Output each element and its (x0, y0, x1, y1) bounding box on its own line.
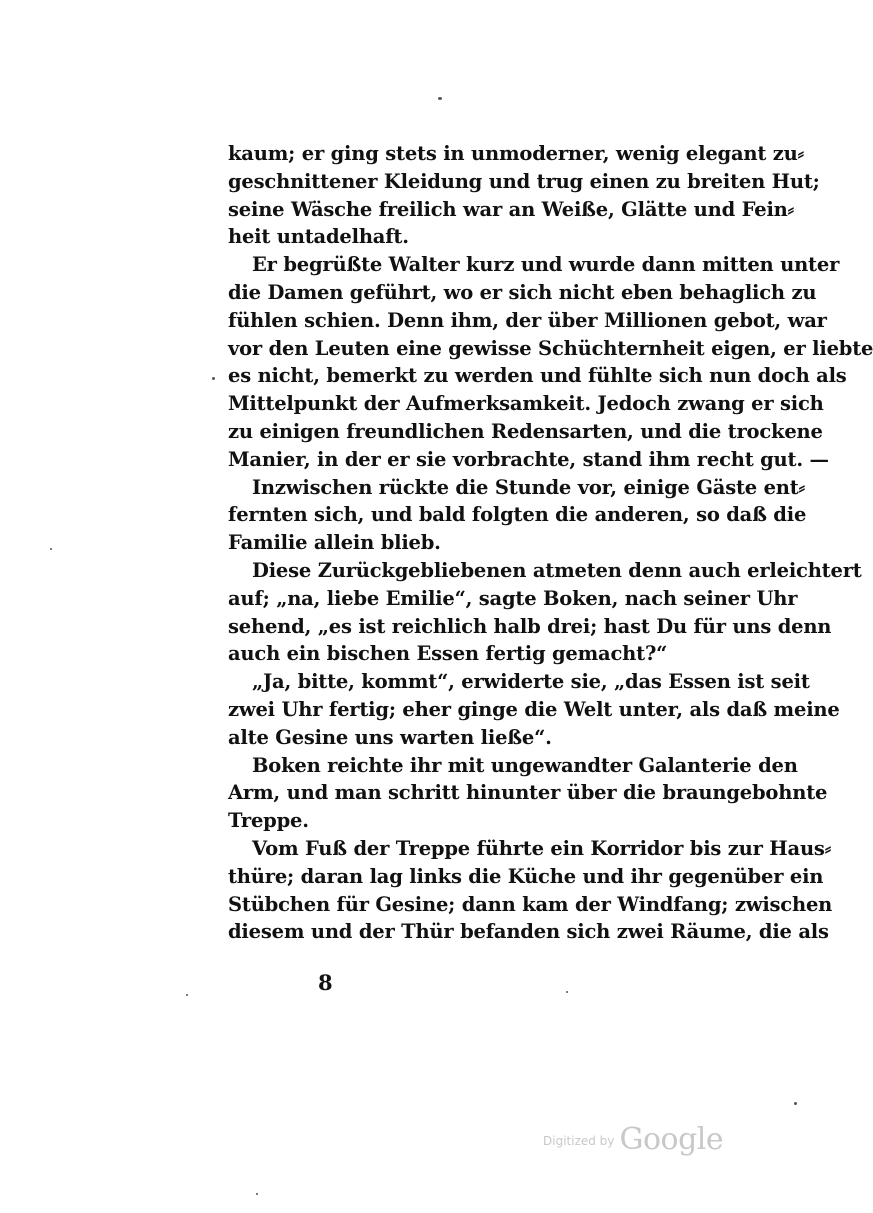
text-line: „Ja, bitte, kommt“, erwiderte sie, „das Essen ist seit (252, 670, 810, 694)
text-line: Treppe. (228, 809, 309, 833)
text-line: auch ein bischen Essen fertig gemacht?“ (228, 642, 668, 666)
text-line: zwei Uhr fertig; eher ginge die Welt unter, als daß meine (228, 697, 840, 721)
text-line: geschnittener Kleidung und trug einen zu breiten Hut; (228, 169, 820, 193)
text-line: sehend, „es ist reichlich halb drei; hast Du für uns denn (228, 614, 832, 638)
text-line: seine Wäsche freilich war an Weiße, Glätte und Fein⸗ (228, 197, 794, 221)
scan-speck (438, 97, 442, 100)
text-line: kaum; er ging stets in unmoderner, wenig elegant zu⸗ (228, 142, 804, 165)
text-line: Inzwischen rückte die Stunde vor, einige Gäste ent⸗ (252, 475, 805, 499)
text-line: fernten sich, und bald folgten die anderen, so daß die (228, 503, 807, 527)
scan-speck (50, 548, 52, 550)
text-line: Mittelpunkt der Aufmerksamkeit. Jedoch zwang er sich (228, 392, 824, 416)
text-line: Manier, in der er sie vorbrachte, stand ihm recht gut. — (228, 447, 829, 471)
text-line: Er begrüßte Walter kurz und wurde dann mitten unter (252, 253, 840, 277)
text-line: Arm, und man schritt hinunter über die braungebohnte (228, 781, 828, 805)
text-line: fühlen schien. Denn ihm, der über Millionen gebot, war (228, 308, 827, 332)
scan-speck (186, 994, 188, 996)
digitized-by-watermark (543, 1122, 723, 1157)
text-line: auf; „na, liebe Emilie“, sagte Boken, nach seiner Uhr (228, 586, 798, 610)
text-line: zu einigen freundlichen Redensarten, und die trockene (228, 419, 823, 443)
text-line: heit untadelhaft. (228, 225, 409, 249)
page-number: 8 (318, 970, 333, 995)
scan-speck (212, 377, 215, 380)
text-line: Familie allein blieb. (228, 531, 441, 555)
scan-speck (566, 991, 568, 993)
watermark-brand: Google (619, 1122, 724, 1157)
text-line: vor den Leuten eine gewisse Schüchternheit eigen, er liebte (228, 336, 873, 360)
text-line: thüre; daran lag links die Küche und ihr gegenüber ein (228, 864, 824, 888)
text-line: Boken reichte ihr mit ungewandter Galanterie den (252, 753, 798, 777)
body-text (228, 140, 873, 946)
scan-speck (794, 1102, 797, 1105)
text-line: alte Gesine uns warten ließe“. (228, 725, 552, 749)
text-line: die Damen geführt, wo er sich nicht eben behaglich zu (228, 280, 817, 304)
text-line: es nicht, bemerkt zu werden und fühlte sich nun doch als (228, 364, 847, 388)
text-line: Stübchen für Gesine; dann kam der Windfang; zwischen (228, 892, 833, 916)
text-line: diesem und der Thür befanden sich zwei Räume, die als (228, 920, 829, 944)
text-line: Diese Zurückgebliebenen atmeten denn auch erleichtert (252, 558, 862, 582)
scan-speck (256, 1193, 258, 1195)
text-line: Vom Fuß der Treppe führte ein Korridor bis zur Haus⸗ (252, 836, 832, 860)
watermark-prefix: Digitized by (543, 1134, 615, 1148)
